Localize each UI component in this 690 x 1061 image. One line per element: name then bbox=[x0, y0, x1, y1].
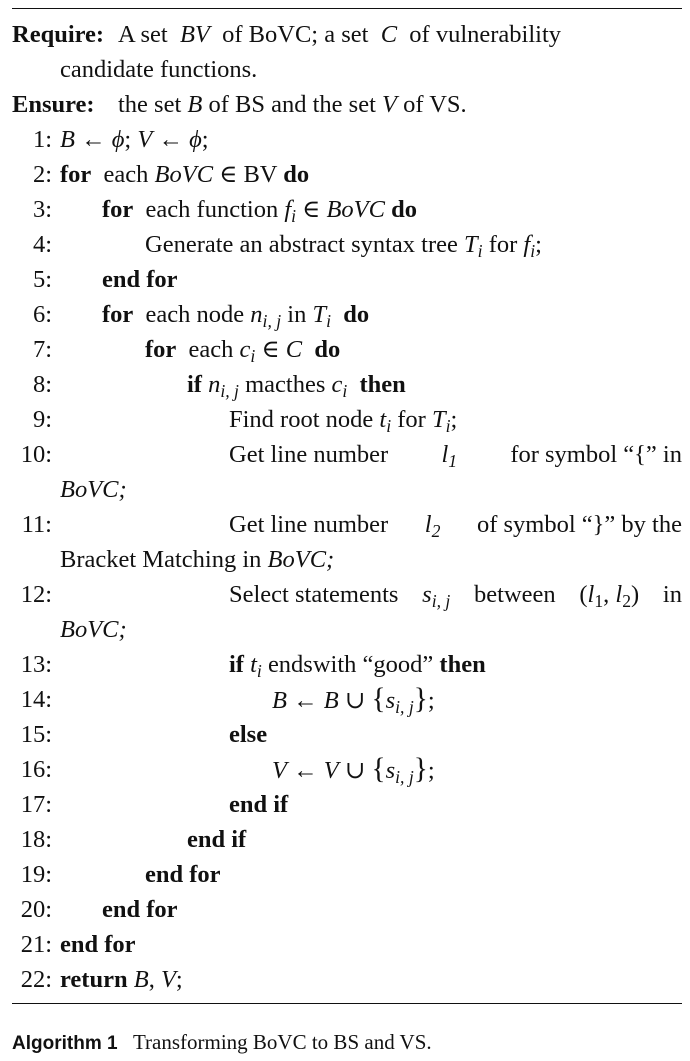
algo-line-5 bbox=[12, 262, 682, 297]
caption-text: Transforming BoVC to BS and VS. bbox=[132, 1030, 432, 1054]
line-number: 6: bbox=[32, 301, 52, 328]
algo-line-3 bbox=[12, 192, 682, 227]
line-code: B ← B ∪ $\{s_{i, j}\}$; bbox=[272, 683, 435, 717]
ensure-label: Ensure: bbox=[12, 91, 95, 118]
line-code: end if bbox=[187, 826, 247, 853]
line-code: for each node $n_{i, j}$ in $T_i$ do bbox=[102, 301, 370, 331]
algo-line-13 bbox=[12, 647, 682, 682]
line-code: else bbox=[229, 721, 268, 748]
line-code: Get line number $l_2$ of symbol “}” by the bbox=[229, 511, 682, 541]
line-number: 10: bbox=[20, 441, 52, 468]
top-rule bbox=[12, 8, 682, 9]
line-code: end for bbox=[60, 931, 136, 958]
line-code: return B, V; bbox=[60, 966, 183, 993]
ensure-text: the set B of BS and the set V of VS. bbox=[118, 91, 467, 118]
line-number: 18: bbox=[20, 826, 52, 853]
algo-line-17 bbox=[12, 787, 682, 822]
line-number: 12: bbox=[20, 581, 52, 608]
algo-line-2 bbox=[12, 157, 682, 192]
algo-line-22 bbox=[12, 962, 682, 997]
line-number: 19: bbox=[20, 861, 52, 888]
require-line-cont bbox=[12, 52, 682, 87]
algo-line-12-cont bbox=[12, 612, 682, 647]
line-number: 1: bbox=[32, 126, 52, 153]
algorithm-caption bbox=[12, 1026, 432, 1058]
algo-line-4 bbox=[12, 227, 682, 262]
line-code-cont: Bracket Matching in BoVC; bbox=[60, 546, 335, 573]
line-number: 5: bbox=[32, 266, 52, 293]
algo-line-11 bbox=[12, 507, 682, 542]
require-text: A set BV of BoVC; a set C of vulnerability bbox=[118, 21, 562, 48]
algo-line-20 bbox=[12, 892, 682, 927]
require-line bbox=[12, 17, 682, 52]
line-code: end for bbox=[102, 896, 178, 923]
line-number: 21: bbox=[20, 931, 52, 958]
line-number: 14: bbox=[20, 686, 52, 713]
algo-line-11-cont bbox=[12, 542, 682, 577]
line-code: if $t_i$ endswith “good” then bbox=[229, 651, 486, 681]
line-code: V ← V ∪ $\{s_{i, j}\}$; bbox=[272, 753, 435, 787]
line-code: B ← ϕ; V ← ϕ; bbox=[60, 126, 209, 153]
line-code: Find root node $t_i$ for $T_i$; bbox=[229, 406, 458, 436]
require-label: Require: bbox=[12, 21, 105, 48]
algo-line-14 bbox=[12, 682, 682, 717]
require-text-cont: candidate functions. bbox=[60, 56, 258, 83]
algo-line-10-cont bbox=[12, 472, 682, 507]
line-number: 17: bbox=[20, 791, 52, 818]
bottom-rule bbox=[12, 1003, 682, 1004]
line-code: Select statements $s_{i, j}$ between ($l_1$, $l_2$) in bbox=[229, 581, 682, 611]
algo-line-7 bbox=[12, 332, 682, 367]
algo-line-1 bbox=[12, 122, 682, 157]
caption-label: Algorithm 1 bbox=[12, 1033, 118, 1054]
algo-line-15 bbox=[12, 717, 682, 752]
line-number: 9: bbox=[32, 406, 52, 433]
algo-line-18 bbox=[12, 822, 682, 857]
line-number: 3: bbox=[32, 196, 52, 223]
algo-line-6 bbox=[12, 297, 682, 332]
line-code-cont: BoVC; bbox=[60, 476, 127, 503]
line-code: Get line number $l_1$ for symbol “{” in bbox=[229, 441, 682, 471]
line-number: 7: bbox=[32, 336, 52, 363]
line-code: for each BoVC ∈ BV do bbox=[60, 161, 310, 188]
algo-line-12 bbox=[12, 577, 682, 612]
line-number: 4: bbox=[32, 231, 52, 258]
algo-line-9 bbox=[12, 402, 682, 437]
line-code: end if bbox=[229, 791, 289, 818]
line-code: if $n_{i, j}$ macthes $c_i$ then bbox=[187, 371, 406, 401]
algo-line-8 bbox=[12, 367, 682, 402]
line-number: 11: bbox=[21, 511, 52, 538]
algo-line-10 bbox=[12, 437, 682, 472]
line-number: 15: bbox=[20, 721, 52, 748]
line-code: for each $c_i$ ∈ C do bbox=[145, 336, 341, 366]
line-code-cont: BoVC; bbox=[60, 616, 127, 643]
line-code: for each function $f_i$ ∈ BoVC do bbox=[102, 196, 417, 226]
line-code: end for bbox=[102, 266, 178, 293]
line-number: 16: bbox=[20, 756, 52, 783]
line-number: 20: bbox=[20, 896, 52, 923]
algo-line-16 bbox=[12, 752, 682, 787]
algo-line-19 bbox=[12, 857, 682, 892]
line-code: Generate an abstract syntax tree $T_i$ for $f_i$; bbox=[145, 231, 542, 261]
line-number: 13: bbox=[20, 651, 52, 678]
line-number: 8: bbox=[32, 371, 52, 398]
line-number: 22: bbox=[20, 966, 52, 993]
algo-line-21 bbox=[12, 927, 682, 962]
line-number: 2: bbox=[32, 161, 52, 188]
algorithm-box bbox=[12, 0, 682, 1061]
line-code: end for bbox=[145, 861, 221, 888]
ensure-line bbox=[12, 87, 682, 122]
